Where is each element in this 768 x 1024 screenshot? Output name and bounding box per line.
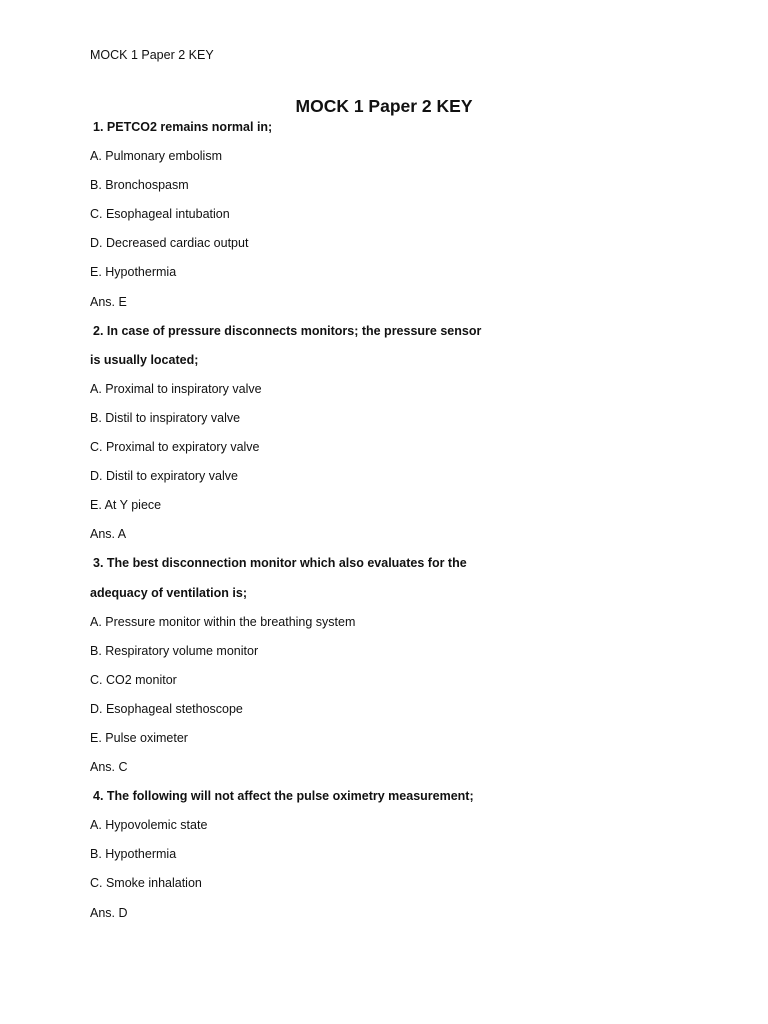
answer-option: A. Proximal to inspiratory valve <box>90 381 262 396</box>
question-stem: 2. In case of pressure disconnects monitors; the pressure sensor <box>93 323 482 338</box>
answer-option: B. Distil to inspiratory valve <box>90 410 241 425</box>
answer-option: E. At Y piece <box>90 498 162 513</box>
answer-option: D. Esophageal stethoscope <box>90 701 243 716</box>
question-stem-continued: adequacy of ventilation is; <box>90 585 247 600</box>
question-stem: 4. The following will not affect the pulse oximetry measurement; <box>93 789 474 804</box>
answer-key: Ans. A <box>90 527 127 542</box>
answer-option: B. Bronchospasm <box>90 178 189 193</box>
answer-option: A. Pressure monitor within the breathing system <box>90 614 356 629</box>
question-stem-continued: is usually located; <box>90 352 199 367</box>
question-list <box>90 118 710 933</box>
answer-option: A. Pulmonary embolism <box>90 149 222 164</box>
answer-option: C. Proximal to expiratory valve <box>90 440 260 455</box>
answer-option: E. Hypothermia <box>90 265 177 280</box>
answer-option: A. Hypovolemic state <box>90 818 208 833</box>
document-title: MOCK 1 Paper 2 KEY <box>295 96 473 116</box>
answer-option: B. Respiratory volume monitor <box>90 643 259 658</box>
answer-option: C. Esophageal intubation <box>90 207 230 222</box>
answer-key: Ans. C <box>90 760 128 775</box>
question-stem: 1. PETCO2 remains normal in; <box>93 120 273 134</box>
answer-key: Ans. D <box>90 905 128 920</box>
answer-key: Ans. E <box>90 294 127 309</box>
answer-option: B. Hypothermia <box>90 847 177 862</box>
answer-option: C. CO2 monitor <box>90 672 177 687</box>
question-stem: 3. The best disconnection monitor which also evaluates for the <box>93 556 467 571</box>
answer-option: E. Pulse oximeter <box>90 730 188 745</box>
answer-option: C. Smoke inhalation <box>90 876 202 891</box>
answer-option: D. Distil to expiratory valve <box>90 469 238 484</box>
answer-option: D. Decreased cardiac output <box>90 236 249 251</box>
running-header: MOCK 1 Paper 2 KEY <box>90 48 214 62</box>
